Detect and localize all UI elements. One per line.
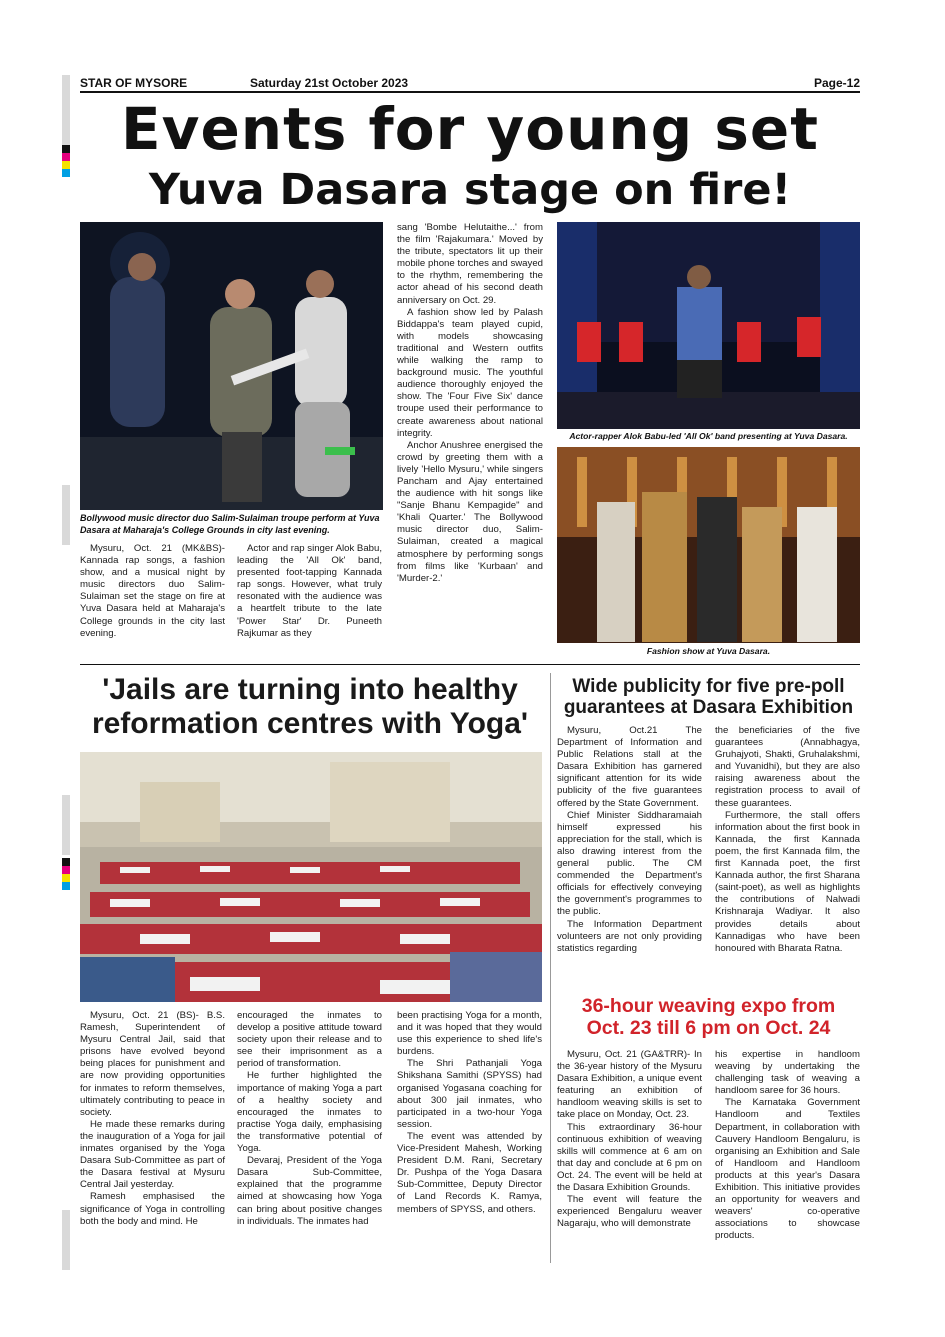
weaving-headline [556, 996, 861, 1040]
registration-bar [62, 795, 70, 855]
paragraph: Anchor Anushree energised the crowd by greeting them with a lively 'Hello Mysuru,' while singers Pancham and Ajay entertained the audience with hit songs like "Sanje Bhanu Kempagide" and 'Khali Quarter.' The Bollywood music director duo, Salim-Sulaiman, created a magical atmosphere by performing songs from films like 'Kurbaan' and 'Murder-2.' [397, 439, 543, 584]
fashion-photo [557, 447, 860, 643]
section-divider [80, 664, 860, 665]
weaving-headline-line-2: Oct. 23 till 6 pm on Oct. 24 [586, 1016, 831, 1039]
yoga-headline-line-1: 'Jails are turning into healthy [102, 673, 518, 706]
registration-mark [62, 145, 70, 177]
paragraph: Mysuru, Oct. 21 (GA&TRR)- In the 36-year history of the Mysuru Dasara Exhibition, a unique event featuring an exhibition of handloom weaving skills is set to take place on Monday, Oct. 23. [557, 1049, 702, 1121]
yoga-column-3 [397, 1010, 542, 1216]
yoga-headline [80, 673, 540, 740]
issue-date: Saturday 21st October 2023 [250, 76, 409, 90]
paragraph: He made these remarks during the inauguration of a Yoga for jail inmates organised by the Yoga Dasara Sub-Committee as part of the Dasara festival at Mysuru Central Jail yesterday. [80, 1118, 225, 1191]
paragraph: Chief Minister Siddharamaiah himself expressed his appreciation for the stall, which is also drawing interest from the general public. The CM commended the Department's officials for effectively conveying the government's programmes to the public. [557, 809, 702, 918]
paragraph: This extraordinary 36-hour continuous exhibition of weaving skills will commence at 6 am on that day and conclude at 6 pm on Oct. 24. The event will be held at the Dasara Exhibition Grounds. [557, 1121, 702, 1194]
yoga-photo [80, 752, 542, 1002]
paper-name: STAR OF MYSORE [80, 76, 188, 90]
main-headline: Events for young set [121, 95, 819, 163]
paragraph: Mysuru, Oct. 21 (BS)- B.S. Ramesh, Superintendent of Mysuru Central Jail, said that prisons have evolved beyond being places for punishment and are now providing opportunities for inmates to reform themselves, ultimately contributing to peace in society. [80, 1010, 225, 1118]
yoga-column-1 [80, 1010, 225, 1228]
sub-headline: Yuva Dasara stage on fire! [148, 165, 792, 215]
publicity-column-1 [557, 725, 702, 955]
paragraph: He further highlighted the importance of making Yoga a part of a healthy society and encouraged the inmates to practise Yoga daily, emphasising the transformative potential of Yoga. [237, 1070, 382, 1155]
paragraph: his expertise in handloom weaving by undertaking the challenging task of weaving a handloom saree for 36 hours. [715, 1049, 860, 1097]
lead-column-2 [237, 543, 382, 640]
page-number: Page-12 [813, 76, 860, 90]
paragraph: been practising Yoga for a month, and it was hoped that they would use this experience to shed life's burdens. [397, 1010, 542, 1058]
publicity-column-2 [715, 725, 860, 955]
masthead [80, 75, 860, 93]
paragraph: encouraged the inmates to develop a positive attitude toward society upon their release and to see their imprisonment as a period of transformation. [237, 1010, 382, 1070]
fashion-photo-caption: Fashion show at Yuva Dasara. [646, 646, 771, 656]
paragraph: The event will feature the experienced Bengaluru weaver Nagaraju, who will demonstrate [557, 1194, 702, 1230]
registration-mark [62, 858, 70, 890]
publicity-headline-line-1: Wide publicity for five pre-poll [572, 676, 845, 697]
paragraph: Actor and rap singer Alok Babu, leading the 'All Ok' band, presented foot-tapping Kannada rap songs. However, what truly resonated with the audience was a heartfelt tribute to the late 'Power Star' Dr. Puneeth Rajkumar as they [237, 543, 382, 639]
weaving-column-2 [715, 1049, 860, 1243]
paragraph: Devaraj, President of the Yoga Dasara Sub-Committee, explained that the programme aimed at showcasing how Yoga can bring about positive changes in individuals. The inmates had [237, 1155, 382, 1227]
yoga-column-2 [237, 1010, 382, 1228]
registration-bar [62, 485, 70, 545]
publicity-headline-line-2: guarantees at Dasara Exhibition [563, 697, 854, 719]
concert-photo-caption: Bollywood music director duo Salim-Sulaiman troupe perform at Yuva Dasara at Maharaja's College Grounds in city last evening. [80, 513, 380, 535]
concert-photo [80, 222, 383, 510]
column-divider [550, 673, 551, 1263]
registration-bar [62, 1210, 70, 1270]
paragraph: Mysuru, Oct.21 The Department of Information and Public Relations stall at the Dasara Exhibition has garnered significant attention for its wide publicity of the five guarantees offered by the State Government. [557, 725, 702, 809]
paragraph: The event was attended by Vice-President Mahesh, Working President D.M. Rani, Secretary Dr. Pushpa of the Yoga Dasara Sub-Committee, Deputy Director of Land Records K. Ramya, members of SPYSS, and others. [397, 1130, 542, 1215]
publicity-headline [556, 676, 861, 719]
paragraph: sang 'Bombe Helutaithe...' from the film 'Rajakumara.' Moved by the tribute, spectators lit up their mobile phone torches and swayed to the rhythm, remembering the actor ahead of his second death anniversary on Oct. 29. [397, 222, 543, 306]
paragraph: Ramesh emphasised the significance of Yoga in controlling both the body and mind. He [80, 1191, 225, 1227]
paragraph: The Shri Pathanjali Yoga Shikshana Samithi (SPYSS) had organised Yogasana coaching for about 300 jail inmates, who participated in a two-hour Yoga session. [397, 1058, 542, 1130]
band-photo [557, 222, 860, 429]
yoga-headline-line-2: reformation centres with Yoga' [91, 706, 529, 740]
weaving-headline-line-1: 36-hour weaving expo from [581, 995, 836, 1017]
paragraph: The Information Department volunteers are not only providing statistics regarding [557, 918, 702, 954]
paragraph: Mysuru, Oct. 21 (MK&BS)- Kannada rap songs, a fashion show, and a musical night by music directors duo Salim-Sulaiman set the stage on fire at Yuva Dasara held at Maharaja's College grounds in the city last evening. [80, 543, 225, 639]
lead-column-1 [80, 543, 225, 640]
lead-column-3 [397, 222, 543, 585]
paragraph: the beneficiaries of the five guarantees (Annabhagya, Gruhajyoti, Shakti, Gruhalakshmi, and Yuvanidhi), but they are also raising awareness about the registration process to avail of these guarantees. [715, 725, 860, 809]
band-photo-caption: Actor-rapper Alok Babu-led 'All Ok' band presenting at Yuva Dasara. [569, 431, 848, 441]
paragraph: Furthermore, the stall offers information about the first book in Kannada, the first Kannada poem, the first Kannada film, the first Kannada poet, the first Kannada author, the first Sharana (saint-poet), as well as highlights the contributions of Nalwadi Krishnaraja Wadiyar. It also provides details about Kannadigas who have been honoured with Bharata Ratna. [715, 809, 860, 954]
registration-bar [62, 75, 70, 145]
paragraph: The Karnataka Government Handloom and Textiles Department, in collaboration with Cauvery Handloom Bengaluru, is organising an Exhibition and Sale of Handloom and Handloom products at this year's Dasara Exhibition. This initiative provides an opportunity for weavers and weavers' co-operative associations to showcase products. [715, 1097, 860, 1242]
weaving-column-1 [557, 1049, 702, 1230]
paragraph: A fashion show led by Palash Biddappa's team played cupid, with models showcasing traditional and Western outfits while walking the ramp to background music. The youthful audience thoroughly enjoyed the show. The 'Four Five Six' dance troupe used their performance to create awareness about national integrity. [397, 306, 543, 439]
